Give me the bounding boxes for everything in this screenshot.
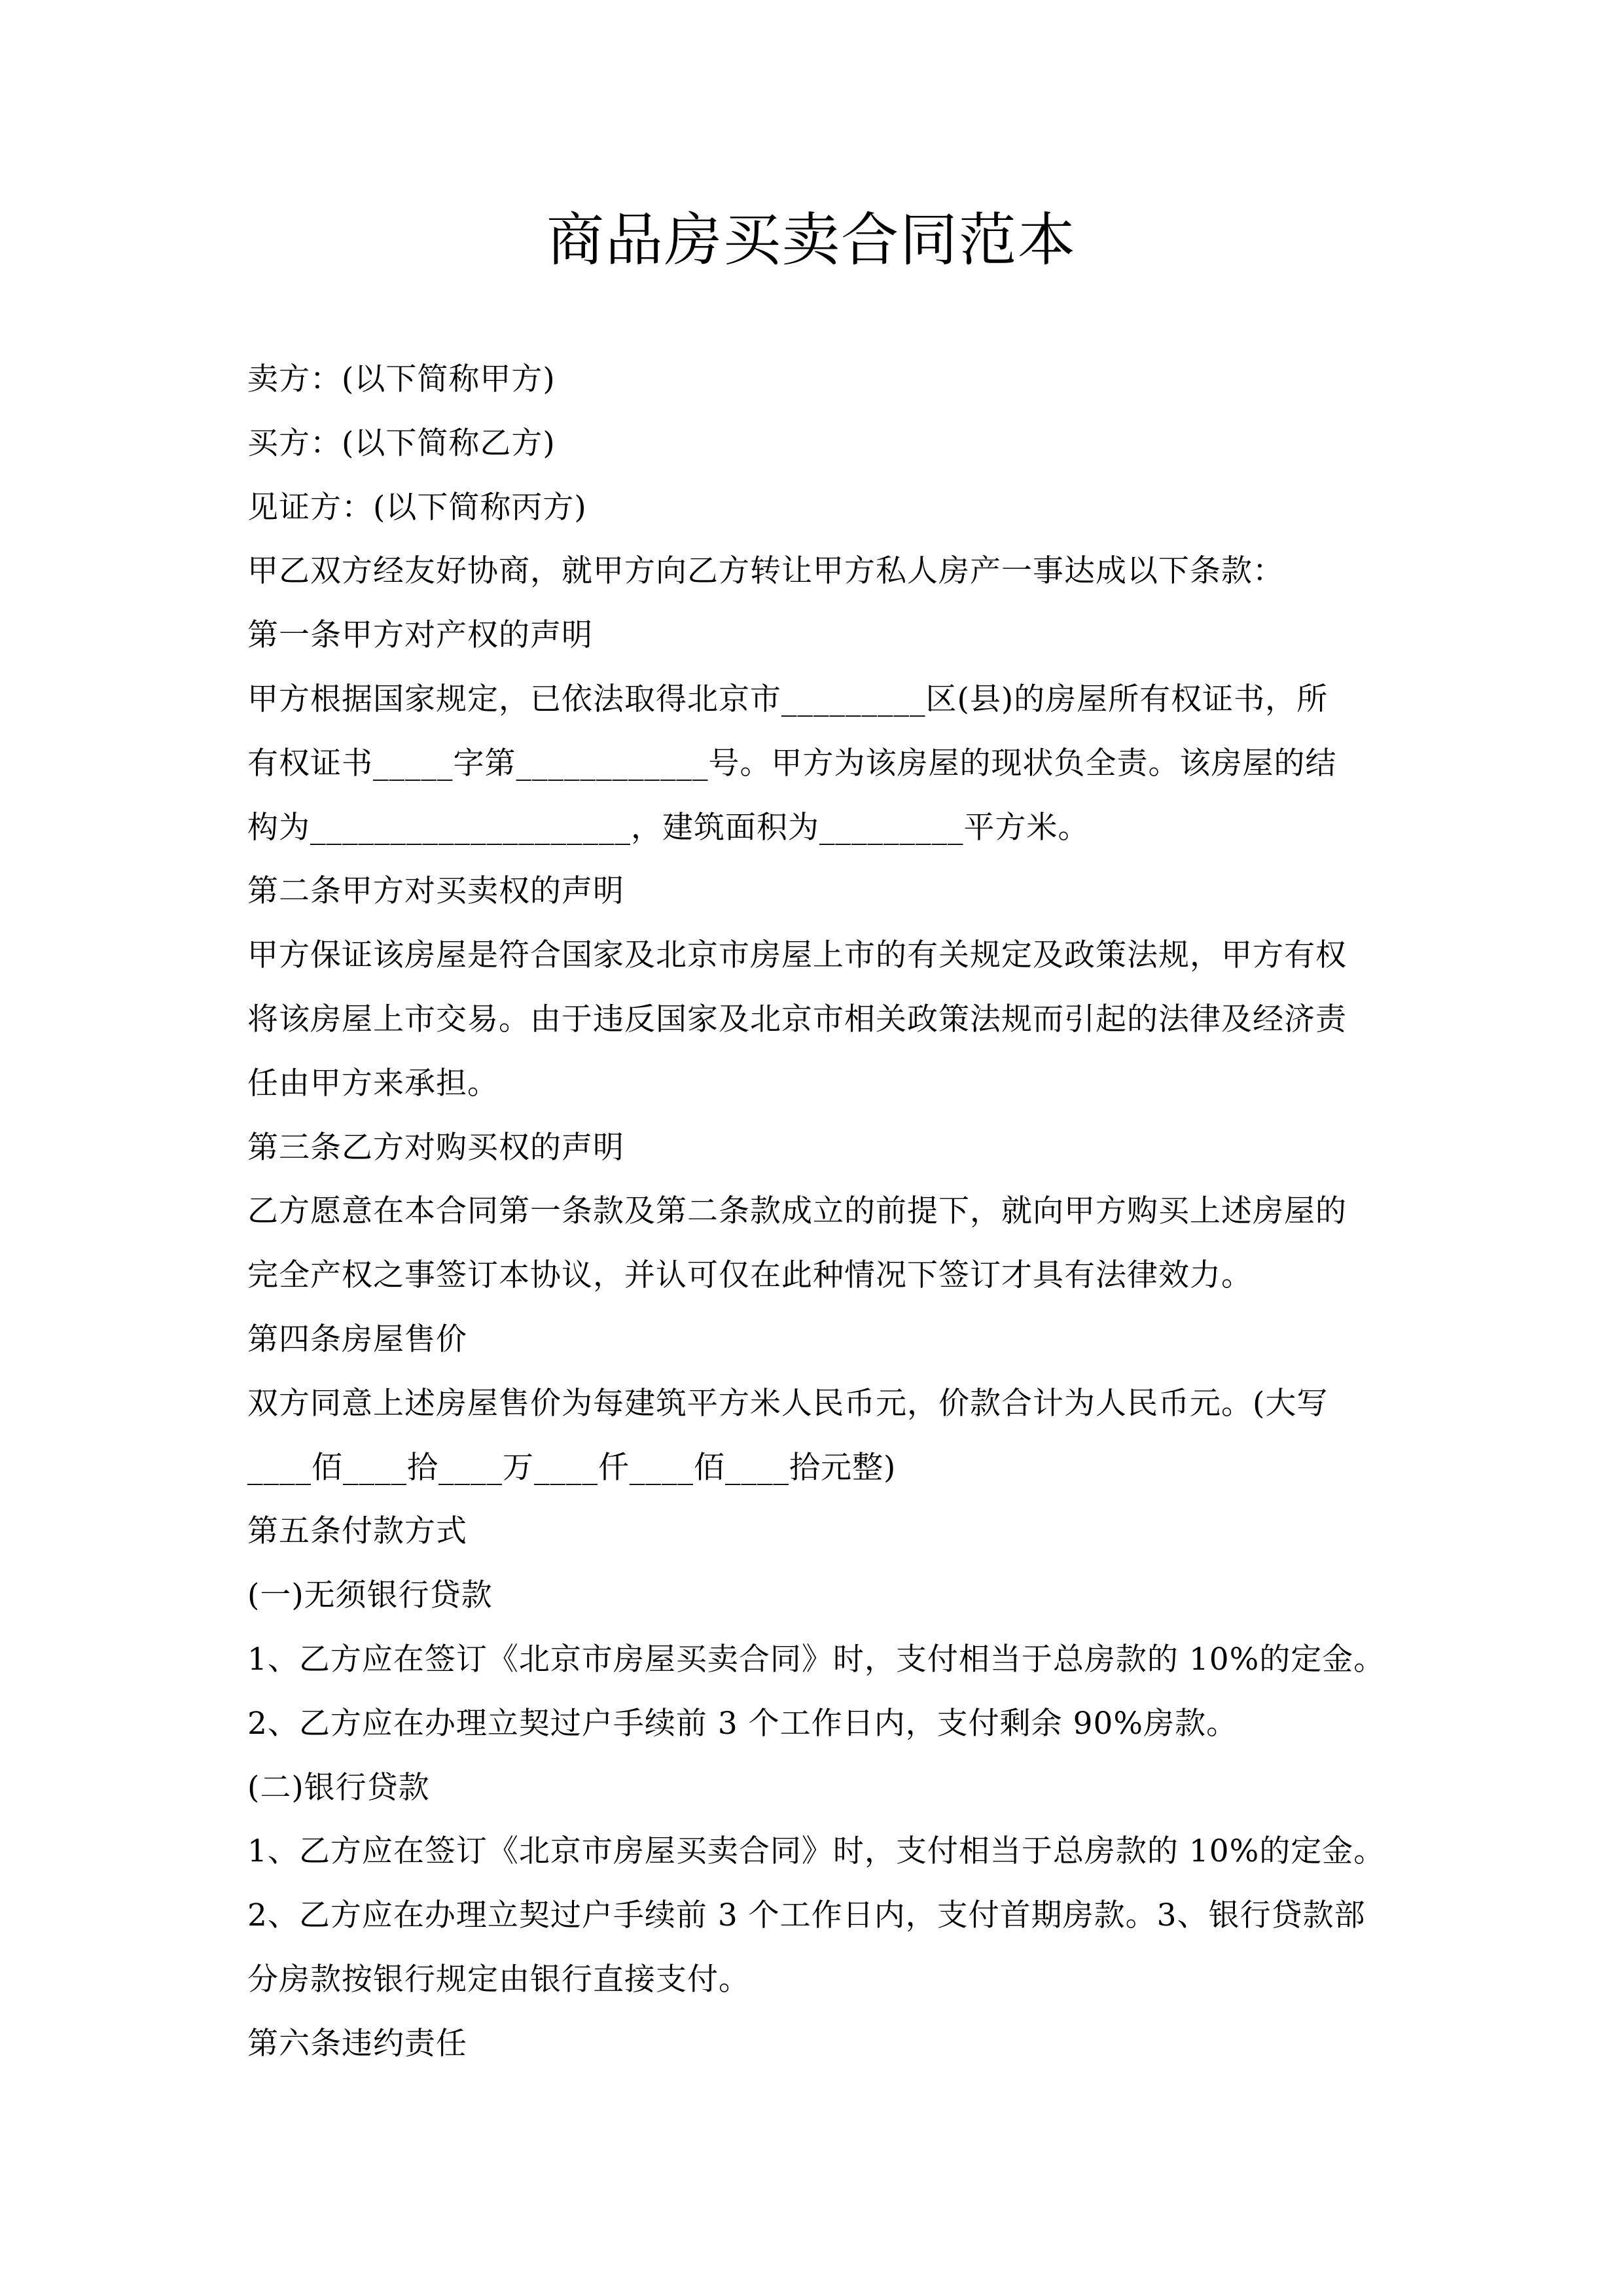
- contract-line: 第五条付款方式: [247, 1513, 467, 1550]
- contract-line: 见证方：(以下简称丙方): [247, 489, 587, 526]
- contract-line: 甲乙双方经友好协商，就甲方向乙方转让甲方私人房产一事达成以下条款：: [247, 553, 1284, 590]
- contract-line: 第一条甲方对产权的声明: [247, 617, 593, 654]
- contract-body: [247, 348, 1399, 2076]
- contract-line: 双方同意上述房屋售价为每建筑平方米人民币元，价款合计为人民币元。(大写: [247, 1385, 1329, 1422]
- contract-line: (二)银行贷款: [247, 1769, 430, 1806]
- contract-line: 卖方：(以下简称甲方): [247, 361, 556, 397]
- contract-line: ____佰____拾____万____仟____佰____拾元整): [247, 1449, 897, 1486]
- contract-line: 甲方根据国家规定，已依法取得北京市_________区(县)的房屋所有权证书，所: [247, 681, 1329, 717]
- contract-line: 甲方保证该房屋是符合国家及北京市房屋上市的有关规定及政策法规，甲方有权: [247, 937, 1347, 974]
- contract-line: 第四条房屋售价: [247, 1321, 467, 1357]
- contract-line: 2、乙方应在办理立契过户手续前 3 个工作日内，支付首期房款。3、银行贷款部: [247, 1897, 1366, 1934]
- contract-line: 1、乙方应在签订《北京市房屋买卖合同》时，支付相当于总房款的 10%的定金。: [247, 1833, 1385, 1870]
- contract-line: 第六条违约责任: [247, 2025, 467, 2062]
- contract-line: 乙方愿意在本合同第一条款及第二条款成立的前提下，就向甲方购买上述房屋的: [247, 1193, 1347, 1230]
- contract-line: 完全产权之事签订本协议，并认可仅在此种情况下签订才具有法律效力。: [247, 1257, 1253, 1294]
- contract-line: 任由甲方来承担。: [247, 1065, 499, 1102]
- contract-line: 2、乙方应在办理立契过户手续前 3 个工作日内，支付剩余 90%房款。: [247, 1705, 1238, 1742]
- contract-line: 将该房屋上市交易。由于违反国家及北京市相关政策法规而引起的法律及经济责: [247, 1001, 1347, 1037]
- contract-line: 1、乙方应在签订《北京市房屋买卖合同》时，支付相当于总房款的 10%的定金。: [247, 1641, 1385, 1677]
- contract-line: 分房款按银行规定由银行直接支付。: [247, 1961, 750, 1998]
- contract-line: 构为____________________，建筑面积为_________平方米。: [247, 809, 1090, 846]
- document-title: 商品房买卖合同范本: [546, 206, 1077, 274]
- contract-line: 第二条甲方对买卖权的声明: [247, 873, 624, 910]
- contract-line: 有权证书_____字第____________号。甲方为该房屋的现状负全责。该房屋的结: [247, 745, 1337, 781]
- contract-line: (一)无须银行贷款: [247, 1577, 493, 1614]
- contract-line: 买方：(以下简称乙方): [247, 425, 556, 461]
- contract-line: 第三条乙方对购买权的声明: [247, 1129, 624, 1166]
